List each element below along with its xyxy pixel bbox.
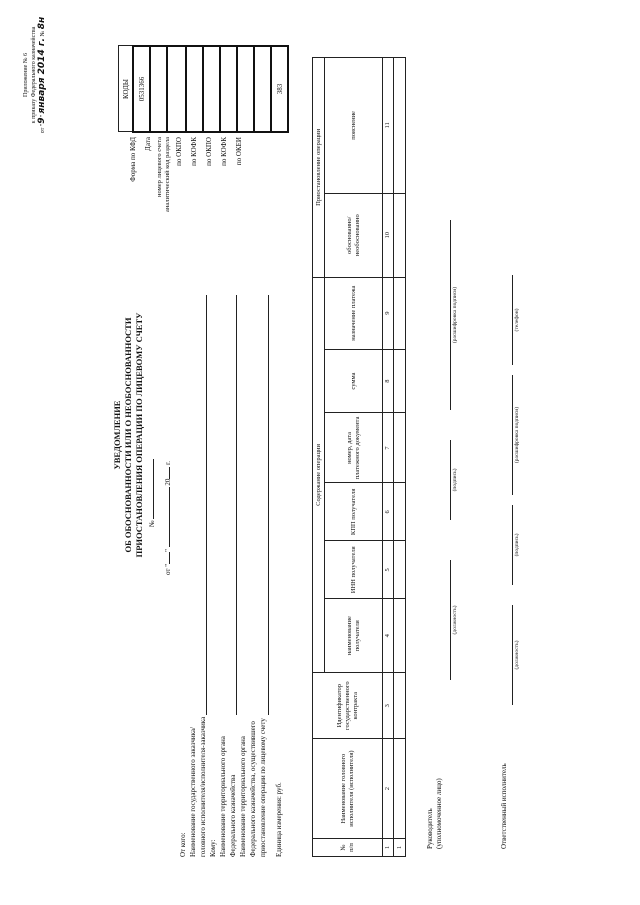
col-number: 8 <box>383 349 394 413</box>
table-cell[interactable] <box>394 541 406 599</box>
from-sub1: Наименование государственного заказчика/ <box>189 727 197 857</box>
col-number: 6 <box>383 483 394 541</box>
to-label: Кому: <box>209 839 217 857</box>
col-number: 2 <box>383 739 394 839</box>
appendix-line2: к приказу Федерального казначейства <box>31 26 37 124</box>
terr-label-1: Наименование территориального органа <box>219 736 227 857</box>
document-title <box>112 265 145 605</box>
label-kofk-1: по КОФК <box>190 137 198 166</box>
th-contract-id: Идентификатор государственного контракта <box>313 673 383 739</box>
label-date: Дата <box>144 137 152 151</box>
terr-label-4: Федерального казначейства, осуществившего <box>249 721 257 857</box>
head-position-line[interactable] <box>450 560 451 680</box>
executor-label: Ответственный исполнитель <box>500 763 508 849</box>
handwritten-month-year: января 2014 г. <box>37 38 47 114</box>
col-number: 10 <box>383 193 394 277</box>
from-sub2: головного исполнителя/исполнителя-заказчика <box>199 716 207 857</box>
title-line1: УВЕДОМЛЕНИЕ <box>112 400 122 470</box>
executor-signature-line[interactable] <box>512 505 513 585</box>
col-number: 1 <box>383 839 394 857</box>
executor-decode-caption: (расшифровка подписи) <box>514 406 520 464</box>
th-explanation: пояснение <box>325 58 383 194</box>
appendix-line1: Приложение № 6 <box>23 53 29 97</box>
label-okpo-2: по ОКПО <box>205 137 213 166</box>
head-signature-line[interactable] <box>450 440 451 520</box>
title-line2: ОБ ОБОСНОВАННОСТИ ИЛИ О НЕОБОСНОВАННОСТИ <box>123 317 133 553</box>
th-name: Наименование головного исполнителя (исполнителя) <box>313 739 383 839</box>
th-document: номер, дата платежного документа <box>325 413 383 483</box>
from-fill-line <box>206 295 207 715</box>
head-decode-caption: (расшифровка подписи) <box>452 286 458 344</box>
appendix-line3: от "9" января 2014 г. № 8н <box>37 16 47 134</box>
table-cell[interactable] <box>394 599 406 673</box>
code-account <box>167 46 186 132</box>
to-fill-line <box>236 295 237 715</box>
th-kpp: КПП получателя <box>325 483 383 541</box>
col-number: 3 <box>383 673 394 739</box>
executor-phone-caption: (телефон) <box>514 308 520 332</box>
handwritten-day: 9 <box>37 117 47 124</box>
label-form-kfd: Форма по КФД <box>129 137 137 182</box>
executor-phone-line[interactable] <box>512 275 513 365</box>
table-row <box>394 58 406 857</box>
col-number: 9 <box>383 277 394 349</box>
unit-label: Единица измерения: руб. <box>275 782 283 857</box>
table-cell[interactable] <box>394 193 406 277</box>
table-cell[interactable] <box>394 483 406 541</box>
head-signature-caption: (подпись) <box>452 468 458 492</box>
executor-signature-caption: (подпись) <box>514 533 520 557</box>
code-date <box>150 46 167 132</box>
terr-label-5: приостановление операции по лицевому счету <box>259 718 267 857</box>
code-kofk-1 <box>220 46 237 132</box>
title-line3: ПРИОСТАНОВЛЕНИЯ ОПЕРАЦИИ ПО ЛИЦЕВОМУ СЧЕТУ <box>134 312 144 558</box>
from-label: От кого: <box>179 832 187 857</box>
code-okpo-2 <box>237 46 254 132</box>
label-okei: по ОКЕИ <box>235 137 243 166</box>
th-num: № п/п <box>313 839 383 857</box>
code-kofk-2 <box>254 46 271 132</box>
executor-decode-line[interactable] <box>512 375 513 495</box>
th-group-suspension: Приостановление операции <box>313 58 325 278</box>
head-signature-label <box>426 778 444 849</box>
executor-position-caption: (должность) <box>514 640 520 670</box>
codes-table <box>118 45 289 133</box>
table-cell[interactable] <box>394 349 406 413</box>
th-sum: сумма <box>325 349 383 413</box>
operations-table <box>312 57 406 857</box>
head-sublabel: (уполномоченное лицо) <box>435 778 443 849</box>
code-section <box>186 46 203 132</box>
th-inn: ИНН получателя <box>325 541 383 599</box>
document-number: № <box>148 459 157 527</box>
table-cell[interactable] <box>394 739 406 839</box>
head-position-caption: (должность) <box>452 605 458 635</box>
table-cell[interactable] <box>394 673 406 739</box>
th-justified: обоснованно/ необоснованно <box>325 193 383 277</box>
code-okei: 383 <box>271 46 288 132</box>
code-kfd: 0531366 <box>133 46 150 132</box>
table-cell[interactable] <box>394 277 406 349</box>
terr-label-3: Наименование территориального органа <box>239 736 247 857</box>
table-cell[interactable] <box>394 58 406 194</box>
appendix-header <box>22 5 47 145</box>
head-label: Руководитель <box>426 808 434 849</box>
label-section: аналитический код раздела <box>164 137 171 213</box>
table-cell[interactable] <box>394 413 406 483</box>
terr-fill-line <box>268 295 269 715</box>
col-number: 7 <box>383 413 394 483</box>
field-labels <box>178 717 284 857</box>
label-okpo-1: по ОКПО <box>175 137 183 166</box>
code-okpo-1 <box>203 46 220 132</box>
label-account: номер лицевого счета <box>156 137 163 197</box>
code-labels <box>126 137 247 225</box>
th-recipient: наименование получателя <box>325 599 383 673</box>
codes-header: КОДЫ <box>119 46 134 132</box>
col-number: 4 <box>383 599 394 673</box>
document-date: от "" 20 г. <box>164 460 172 575</box>
col-number: 11 <box>383 58 394 194</box>
row-number: 1 <box>394 839 406 857</box>
head-decode-line[interactable] <box>450 220 451 410</box>
th-purpose: назначение платежа <box>325 277 383 349</box>
executor-position-line[interactable] <box>512 605 513 705</box>
col-number: 5 <box>383 541 394 599</box>
handwritten-order-number: 8н <box>37 16 47 30</box>
label-kofk-2: по КОФК <box>220 137 228 166</box>
terr-label-2: Федерального казначейства <box>229 774 237 857</box>
th-group-content: Содержание операции <box>313 277 325 673</box>
